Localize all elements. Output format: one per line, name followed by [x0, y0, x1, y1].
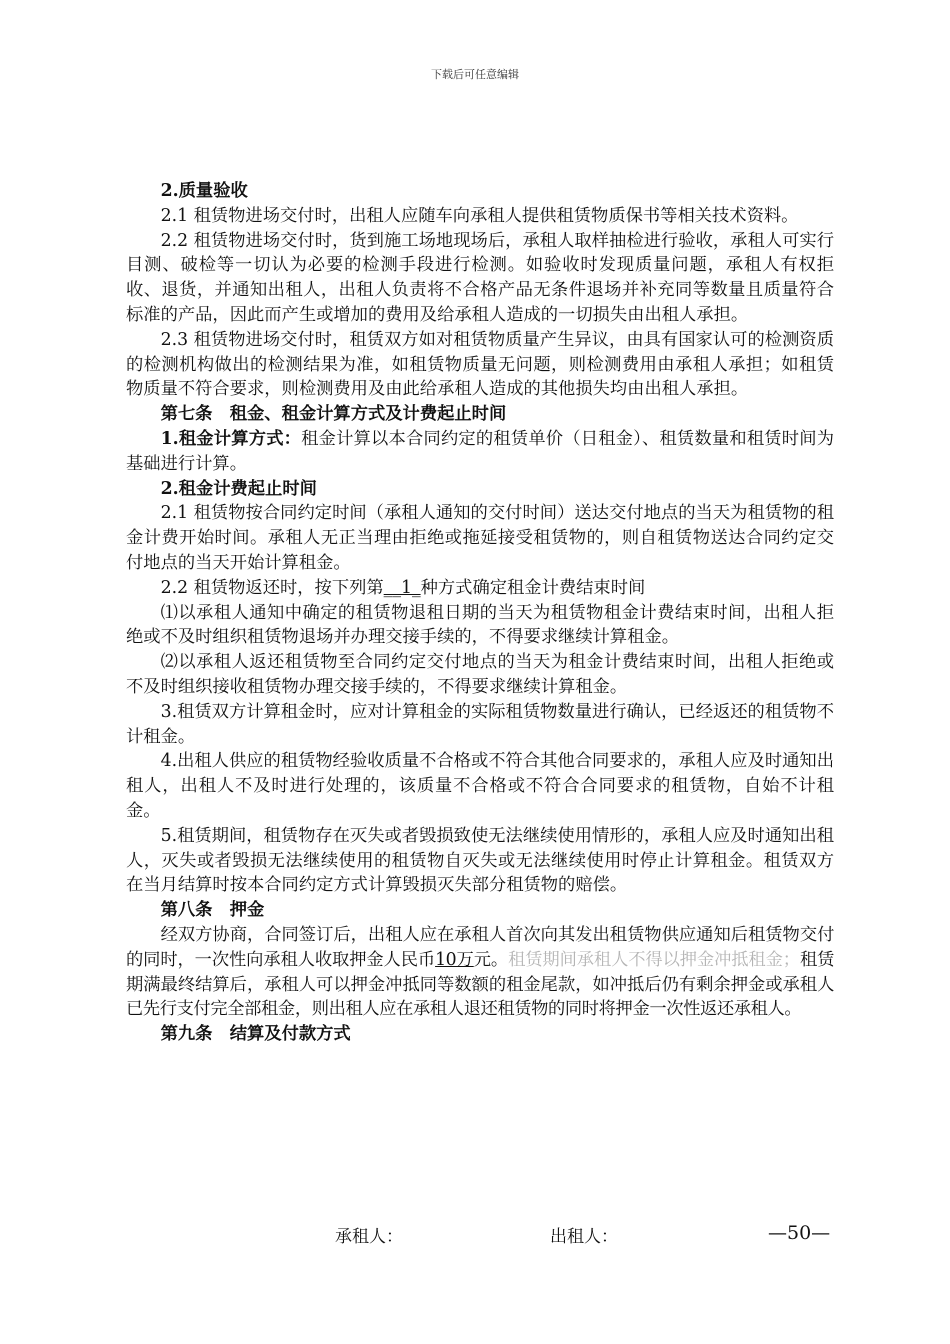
paragraph-text: 经双方协商，合同签订后，出租人应在承租人首次向其发出租赁物供应通知后租赁物交付的同时，一次性向承租人收取押金人民币 [126, 924, 834, 970]
bold-text: 1.租金计算方式： [160, 428, 302, 449]
paragraph-text: 2.3 租赁物进场交付时，租赁双方如对租赁物质量产生异议，由具有国家认可的检测资质的检测机构做出的检测结果为准，如租赁物质量无问题，则检测费用由承租人承担；如租赁物质量不符合要求，则检测费用及由此给承租人造成的其他损失均由出租人承担。 [126, 329, 834, 400]
paragraph-text: 租金计算以本合同约定的租赁单价（日租金）、租赁数量和租赁时间为基础进行计算。 [126, 428, 835, 474]
body-paragraph [126, 427, 834, 477]
filled-blank: __1_ [383, 577, 421, 598]
body-paragraph [126, 650, 834, 700]
page-footer [0, 1222, 950, 1252]
bold-text: 第九条 结算及付款方式 [160, 1024, 351, 1045]
paragraph-text: 5.租赁期间，租赁物存在灭失或者毁损致使无法继续使用情形的，承租人应及时通知出租人，灭失或者毁损无法继续使用的租赁物自灭失或无法继续使用时停止计算租金。租赁双方在当月结算时按本合同约定方式计算毁损灭失部分租赁物的赔偿。 [126, 825, 834, 896]
paragraph-text: ⑴以承租人通知中确定的租赁物退租日期的当天为租赁物租金计费结束时间，出租人拒绝或不及时组织租赁物退场并办理交接手续的，不得要求继续计算租金。 [126, 602, 834, 648]
filled-blank: 10万 [435, 949, 474, 970]
body-paragraph [126, 923, 834, 1022]
body-paragraph [126, 501, 834, 575]
faint-text: 租赁期间承租人不得以押金冲抵租金； [508, 949, 800, 970]
body-paragraph [126, 204, 834, 229]
body-paragraph [126, 576, 834, 601]
section-heading [126, 477, 834, 502]
page-header: 下载后可任意编辑 [431, 68, 519, 81]
bold-text: 第七条 租金、租金计算方式及计费起止时间 [160, 404, 507, 425]
section-heading [126, 1022, 834, 1047]
paragraph-text: 2.1 租赁物按合同约定时间（承租人通知的交付时间）送达交付地点的当天为租赁物的租金计费开始时间。承租人无正当理由拒绝或拖延接受租赁物的，则自租赁物送达合同约定交付地点的当天开始计算租金。 [126, 503, 834, 573]
paragraph-text: ⑵以承租人返还租赁物至合同约定交付地点的当天为租金计费结束时间，出租人拒绝或不及时组织接收租赁物办理交接手续的，不得要求继续计算租金。 [126, 652, 834, 697]
body-paragraph [126, 824, 834, 898]
page-number: —50— [768, 1222, 831, 1244]
lessor-signature-label: 出租人： [550, 1227, 618, 1247]
paragraph-text: 2.1 租赁物进场交付时，出租人应随车向承租人提供租赁物质保书等相关技术资料。 [160, 205, 799, 226]
paragraph-text: 2.2 租赁物进场交付时，货到施工场地现场后，承租人取样抽检进行验收，承租人可实行目测、破检等一切认为必要的检测手段进行检测。如验收时发现质量问题，承租人有权拒收、退货，并通知出租人，出租人负责将不合格产品无条件退场并补充同等数量且质量符合标准的产品，因此而产生或增加的费用及给承租人造成的一切损失由出租人承担。 [126, 230, 834, 325]
bold-text: 2.质量验收 [160, 181, 248, 201]
paragraph-text: 2.2 租赁物返还时，按下列第 [160, 577, 384, 598]
body-paragraph [126, 700, 834, 750]
section-heading [126, 179, 834, 204]
body-paragraph [126, 328, 834, 402]
body-paragraph [126, 229, 834, 328]
document-body [126, 179, 834, 1047]
paragraph-text: 元。 [473, 949, 509, 970]
paragraph-text: 4.出租人供应的租赁物经验收质量不合格或不符合其他合同要求的，承租人应及时通知出租人，出租人不及时进行处理的，该质量不合格或不符合合同要求的租赁物，自始不计租金。 [126, 751, 834, 821]
bold-text: 2.租金计费起止时间 [160, 478, 317, 499]
paragraph-text: 租赁期满最终结算后，承租人可以押金冲抵同等数额的租金尾款，如冲抵后仍有剩余押金或承租人已先行支付完全部租金，则出租人应在承租人退还租赁物的同时将押金一次性返还承租人。 [126, 949, 835, 1020]
body-paragraph [126, 749, 834, 823]
bold-text: 第八条 押金 [160, 900, 265, 921]
section-heading [126, 898, 834, 923]
lessee-signature-label: 承租人： [335, 1227, 403, 1247]
paragraph-text: 3.租赁双方计算租金时，应对计算租金的实际租赁物数量进行确认，已经返还的租赁物不计租金。 [126, 701, 834, 747]
paragraph-text: 种方式确定租金计费结束时间 [420, 577, 646, 598]
body-paragraph [126, 601, 834, 651]
section-heading [126, 402, 834, 427]
